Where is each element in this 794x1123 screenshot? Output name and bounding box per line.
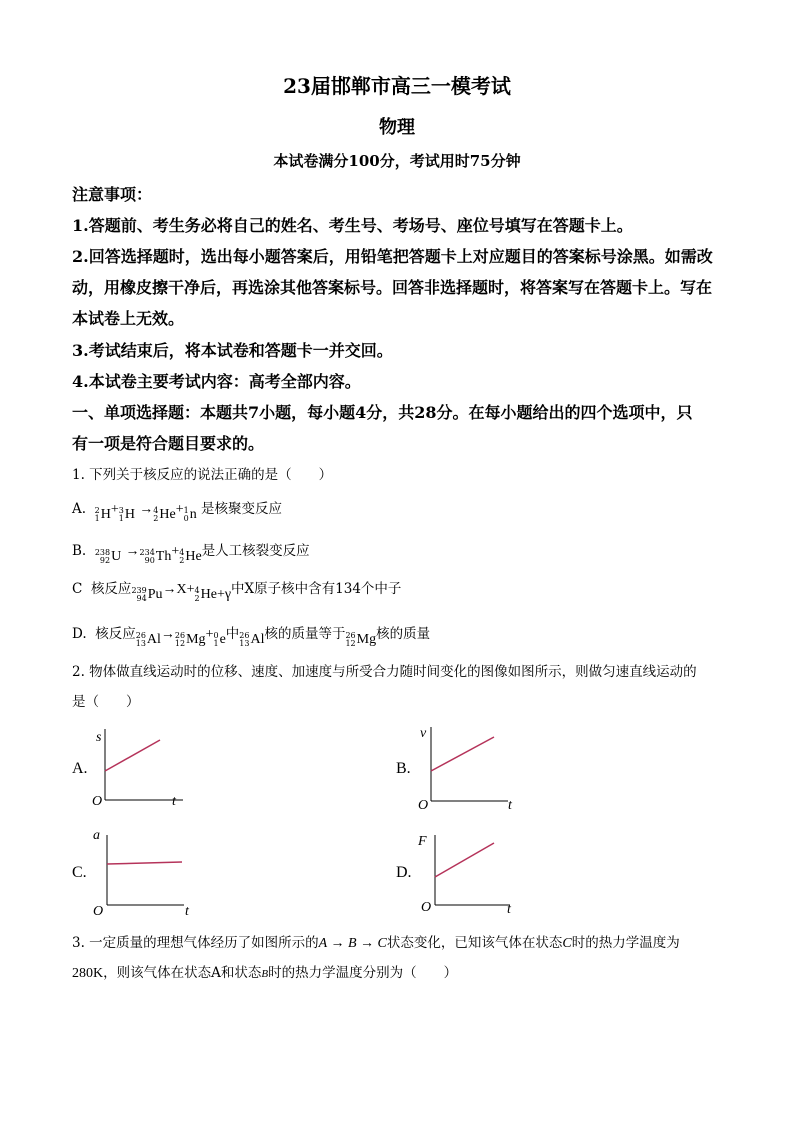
q2-graph-a-origin: O <box>92 794 103 809</box>
note-item-2-line-2: 动，用橡皮擦干净后，再选涂其他答案标号。回答非选择题时，将答案写在答题卡上。写在 <box>72 278 713 297</box>
q1-option-d-label: D. <box>72 626 87 642</box>
notes-heading: 注意事项： <box>72 185 153 204</box>
q2-graph-c <box>88 825 198 917</box>
q3-state-c: C <box>562 936 572 951</box>
q2-graph-a-line <box>105 740 160 771</box>
q2-option-d-label[interactable]: D. <box>396 864 412 881</box>
q2-graph-b-line <box>431 737 494 771</box>
q2-graph-d <box>412 825 522 917</box>
q2-graph-b-xaxis: t <box>508 798 512 813</box>
section-1-heading-line-2: 有一项是符合题目要求的。 <box>72 434 265 453</box>
q2-graph-d-xaxis: t <box>507 902 511 917</box>
q2-graph-b <box>412 723 522 813</box>
exam-info: 本试卷满分100分，考试用时75分钟 <box>273 152 521 170</box>
note-item-2-line-1: 2.回答选择题时，选出每小题答案后，用铅笔把答题卡上对应题目的答案标号涂黑。如需改 <box>72 247 713 266</box>
q1-option-d-mid: 中 <box>225 626 240 642</box>
q1-option-b-text: 是人工核裂变反应 <box>201 543 310 559</box>
q3-stem-1d: 时的热力学温度为 <box>571 935 680 951</box>
q1-option-b-label: B. <box>72 543 87 559</box>
note-item-3: 3.考试结束后，将本试卷和答题卡一并交回。 <box>72 341 393 360</box>
q1-option-c-prefix: 核反应 <box>90 581 132 597</box>
section-1-heading-line-1: 一、单项选择题：本题共7小题，每小题4分，共28分。在每小题给出的四个选项中，只 <box>72 403 693 422</box>
q1-option-d-prefix: 核反应 <box>95 626 136 642</box>
q2-graph-a-yaxis: s <box>96 730 102 745</box>
q2-graph-b-origin: O <box>418 798 429 813</box>
q1-option-a-text: 是核聚变反应 <box>201 501 282 517</box>
note-item-4: 4.本试卷主要考试内容：高考全部内容。 <box>72 372 361 391</box>
q3-stem-2d: 时的热力学温度分别为（ ） <box>268 965 458 981</box>
q2-option-c-label[interactable]: C. <box>72 864 87 881</box>
q2-graph-d-line <box>435 843 494 877</box>
q1-option-b[interactable]: B. 238 92 U → 234 90 Th + 4 2 He 是人工核裂变反应 <box>72 543 310 565</box>
q2-graph-a <box>88 725 198 810</box>
q2-graph-d-yaxis: F <box>418 834 427 849</box>
q3-states: A → B → C <box>318 936 387 951</box>
exam-title: 23届邯郸市高三一模考试 <box>283 74 511 98</box>
note-item-1: 1.答题前、考生务必将自己的姓名、考生号、考场号、座位号填写在答题卡上。 <box>72 216 633 235</box>
q1-option-d[interactable]: D. 核反应 26 13 Al → 26 12 Mg + 0 1 e 中 26 13 Al 核的质量等于 26 12 Mg 核的质量 <box>72 626 431 648</box>
q2-graph-d-origin: O <box>421 900 432 915</box>
q3-stem-line-1 <box>72 931 680 952</box>
q2-stem-line-1: 2. 物体做直线运动时的位移、速度、加速度与所受合力随时间变化的图像如图所示，则做匀速直线运动的 <box>72 664 697 680</box>
q1-option-c-text: 中X原子核中含有134个中子 <box>231 581 402 597</box>
q3-state-b: B <box>261 968 269 980</box>
q3-stem-1a: 3. 一定质量的理想气体经历了如图所示的 <box>72 935 319 951</box>
q2-graph-b-yaxis: v <box>420 726 427 741</box>
q1-option-d-text: 核的质量 <box>376 626 431 642</box>
q2-graph-c-line <box>107 862 182 864</box>
q3-temperature: 280K <box>72 966 104 981</box>
q1-option-d-mid2: 核的质量等于 <box>264 626 346 642</box>
q2-graph-c-xaxis: t <box>185 904 189 917</box>
q1-stem: 1. 下列关于核反应的说法正确的是（ ） <box>72 467 333 483</box>
q2-stem-line-2: 是（ ） <box>72 694 140 710</box>
q2-graph-c-yaxis: a <box>93 828 100 843</box>
q3-stem-1b: 状态变化，已知该气体在状态 <box>386 935 563 951</box>
q2-graph-a-xaxis: t <box>172 794 176 809</box>
q2-option-a-label[interactable]: A. <box>72 760 88 777</box>
q1-option-a[interactable]: A. 2 1 H + 3 1 H → 4 2 He + 1 0 n 是核聚变反应 <box>72 501 282 523</box>
subject-title: 物理 <box>379 117 415 138</box>
q3-stem-line-2 <box>72 961 457 982</box>
q2-graph-c-origin: O <box>93 904 104 917</box>
q2-option-b-label[interactable]: B. <box>396 760 411 777</box>
note-item-2-line-3: 本试卷上无效。 <box>72 309 185 328</box>
q1-option-c-label: C <box>72 581 83 597</box>
q1-option-a-label: A. <box>72 501 87 517</box>
q3-stem-2b: ，则该气体在状态A和状态 <box>103 965 262 981</box>
q1-option-c[interactable]: C 核反应 239 94 Pu →X+ 4 2 He+γ 中X原子核中含有134个中子 <box>72 581 402 603</box>
